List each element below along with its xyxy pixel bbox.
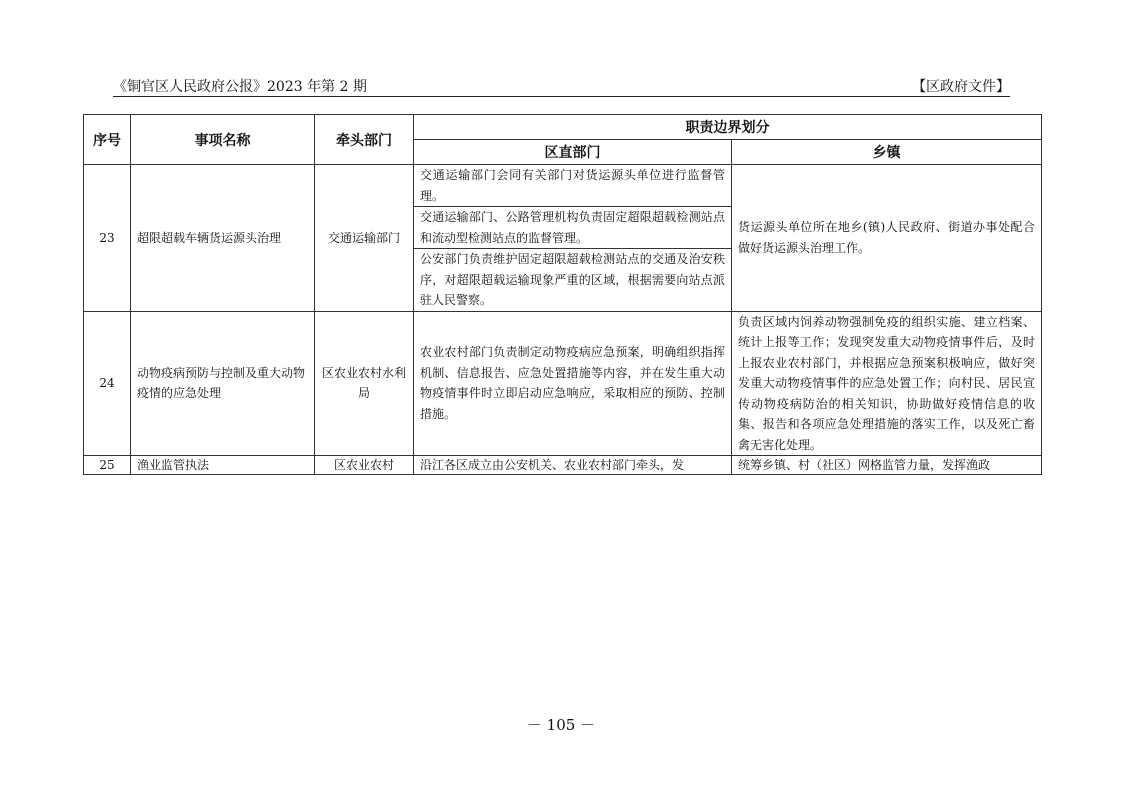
row-name: 渔业监管执法: [131, 456, 315, 475]
row-lead: 交通运输部门: [315, 165, 414, 312]
row-town: 统筹乡镇、村（社区）网格监管力量，发挥渔政: [732, 456, 1042, 475]
row-district: 农业农村部门负责制定动物疫病应急预案，明确组织指挥机制、信息报告、应急处置措施等内容，并在发生重大动物疫情事件时立即启动应急响应，采取相应的预防、控制措施。: [414, 311, 732, 456]
header-town: 乡镇: [732, 140, 1042, 165]
row-district-2: 交通运输部门、公路管理机构负责固定超限超载检测站点和流动型检测站点的监督管理。: [414, 207, 732, 249]
row-district-1: 交通运输部门会同有关部门对货运源头单位进行监督管理。: [414, 165, 732, 207]
page-number: － 105 －: [526, 716, 596, 734]
table-row: [84, 165, 1042, 207]
publication-title: 《铜官区人民政府公报》2023 年第 2 期: [113, 79, 367, 95]
row-town: 负责区域内饲养动物强制免疫的组织实施、建立档案、统计上报等工作；发现突发重大动物疫情事件后，及时上报农业农村部门，并根据应急预案积极响应，做好突发重大动物疫情事件的应急处置工作；向村民、居民宣传动物疫病防治的相关知识，协助做好疫情信息的收集、报告和各项应急处理措施的落实工作，以及死亡畜禽无害化处理。: [732, 311, 1042, 456]
row-lead: 区农业农村: [315, 456, 414, 475]
section-label: 【区政府文件】: [912, 79, 1010, 95]
row-num: 24: [84, 311, 131, 456]
row-town: 货运源头单位所在地乡(镇)人民政府、街道办事处配合做好货运源头治理工作。: [732, 165, 1042, 312]
header-district: 区直部门: [414, 140, 732, 165]
header-name: 事项名称: [131, 115, 315, 165]
row-name: 动物疫病预防与控制及重大动物疫情的应急处理: [131, 311, 315, 456]
table-row: [84, 456, 1042, 475]
responsibility-table: [83, 114, 1042, 475]
page-header: [113, 74, 1010, 97]
header-lead: 牵头部门: [315, 115, 414, 165]
header-num: 序号: [84, 115, 131, 165]
row-num: 23: [84, 165, 131, 312]
row-num: 25: [84, 456, 131, 475]
row-district-3: 公安部门负责维护固定超限超载检测站点的交通及治安秩序，对超限超载运输现象严重的区域，根据需要向站点派驻人民警察。: [414, 249, 732, 312]
table-row: [84, 311, 1042, 456]
row-district: 沿江各区成立由公安机关、农业农村部门牵头，发: [414, 456, 732, 475]
header-division: 职责边界划分: [414, 115, 1042, 140]
row-lead: 区农业农村水利局: [315, 311, 414, 456]
row-name: 超限超载车辆货运源头治理: [131, 165, 315, 312]
